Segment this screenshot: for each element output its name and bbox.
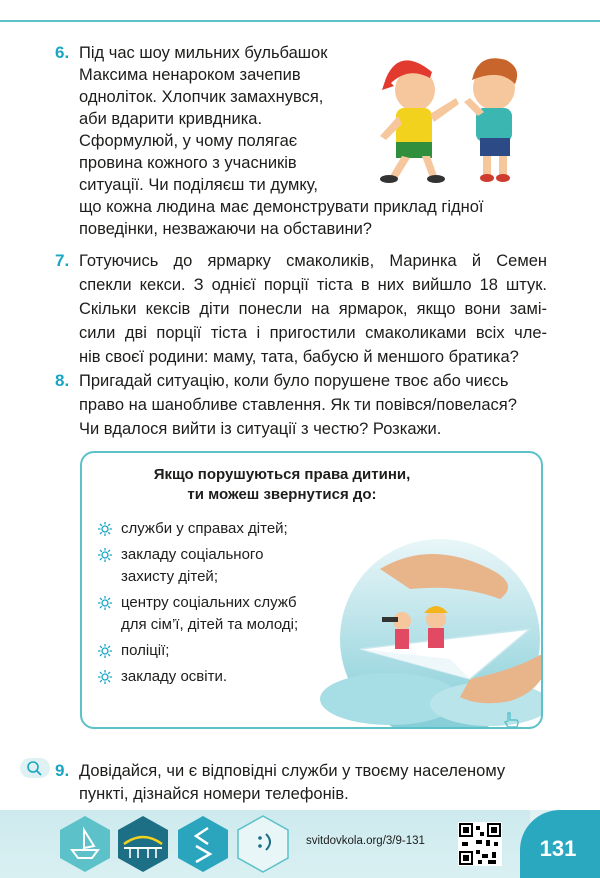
hand-cursor-icon xyxy=(502,711,520,729)
infobox-title-line1: Якщо порушуються права дитини, xyxy=(153,466,411,483)
rights-infobox xyxy=(80,451,543,729)
task-text-line: поведінки, незважаючи на обставини? xyxy=(79,220,372,238)
task-text-line: ситуації. Чи поділяєш ти думку, xyxy=(79,176,318,194)
task-text-line: Чи вдалося вийти із ситуації з честю? Розкажи. xyxy=(79,420,442,438)
top-rule xyxy=(0,20,600,22)
bridge-icon xyxy=(116,814,170,874)
task-text-line: спекли кекси. З однієї порції тіста в них вийшло 18 штук. xyxy=(79,276,547,294)
service-item: центру соціальних служб xyxy=(121,594,297,611)
task-text-line: Готуючись до ярмарку смаколиків, Маринка й Семен xyxy=(79,252,547,270)
task-text-line: право на шанобливе ставлення. Як ти повівся/повелася? xyxy=(79,396,517,414)
infobox-title-line2: ти можеш звернутися до: xyxy=(187,486,377,503)
task-text-line: Пригадай ситуацію, коли було порушене твоє або чиєсь xyxy=(79,372,509,390)
task-text-line: провина кожного з учасників xyxy=(79,154,297,172)
task-number: 7. xyxy=(55,251,70,270)
footer-url[interactable]: svitdovkola.org/3/9-131 xyxy=(306,835,425,847)
service-item: поліції; xyxy=(121,642,170,659)
sun-bullet-icon xyxy=(98,548,112,562)
sun-bullet-icon xyxy=(98,522,112,536)
task-text-line: Максима ненароком зачепив xyxy=(79,66,301,84)
sun-bullet-icon xyxy=(98,596,112,610)
task-number: 6. xyxy=(55,43,70,62)
boys-illustration xyxy=(360,38,540,186)
task-number: 8. xyxy=(55,371,70,390)
task-text-line: Сформулюй, у чому полягає xyxy=(79,132,298,150)
hands-paper-plane-illustration xyxy=(320,529,543,729)
page-number: 131 xyxy=(539,836,577,861)
service-item: закладу освіти. xyxy=(121,668,228,685)
task-number: 9. xyxy=(55,761,70,780)
task-text-line: сили дві порції тіста і пригостили смаколиками всіх чле- xyxy=(79,324,547,342)
task-text-line: нів своєї родини: маму, тата, бабусю й меншого братика? xyxy=(79,348,519,366)
task-text-line: одноліток. Хлопчик замахнувся, xyxy=(79,88,324,106)
service-item: для сім’ї, дітей та молоді; xyxy=(121,616,299,633)
sun-bullet-icon xyxy=(98,644,112,658)
service-item: закладу соціального xyxy=(121,546,264,563)
magnifier-icon xyxy=(20,757,50,779)
qr-code[interactable] xyxy=(458,822,502,866)
task-text-line: Під час шоу мильних бульбашок xyxy=(79,44,328,62)
task-text-line: Довідайся, чи є відповідні служби у твоєму населеному xyxy=(79,762,506,780)
task-text-line: що кожна людина має демонструвати приклад гідної xyxy=(79,198,484,216)
sun-bullet-icon xyxy=(98,670,112,684)
smile-icon xyxy=(236,814,290,874)
boat-icon xyxy=(58,814,112,874)
service-item: захисту дітей; xyxy=(121,568,218,585)
task-text-line: Скільки кексів діти понесли на ярмарок, якщо вони замі- xyxy=(79,300,547,318)
less-greater-icon xyxy=(176,814,230,874)
task-text-line: пункті, дізнайся номери телефонів. xyxy=(79,785,349,803)
service-item: служби у справах дітей; xyxy=(121,520,288,537)
task-text-line: аби вдарити кривдника. xyxy=(79,110,263,128)
